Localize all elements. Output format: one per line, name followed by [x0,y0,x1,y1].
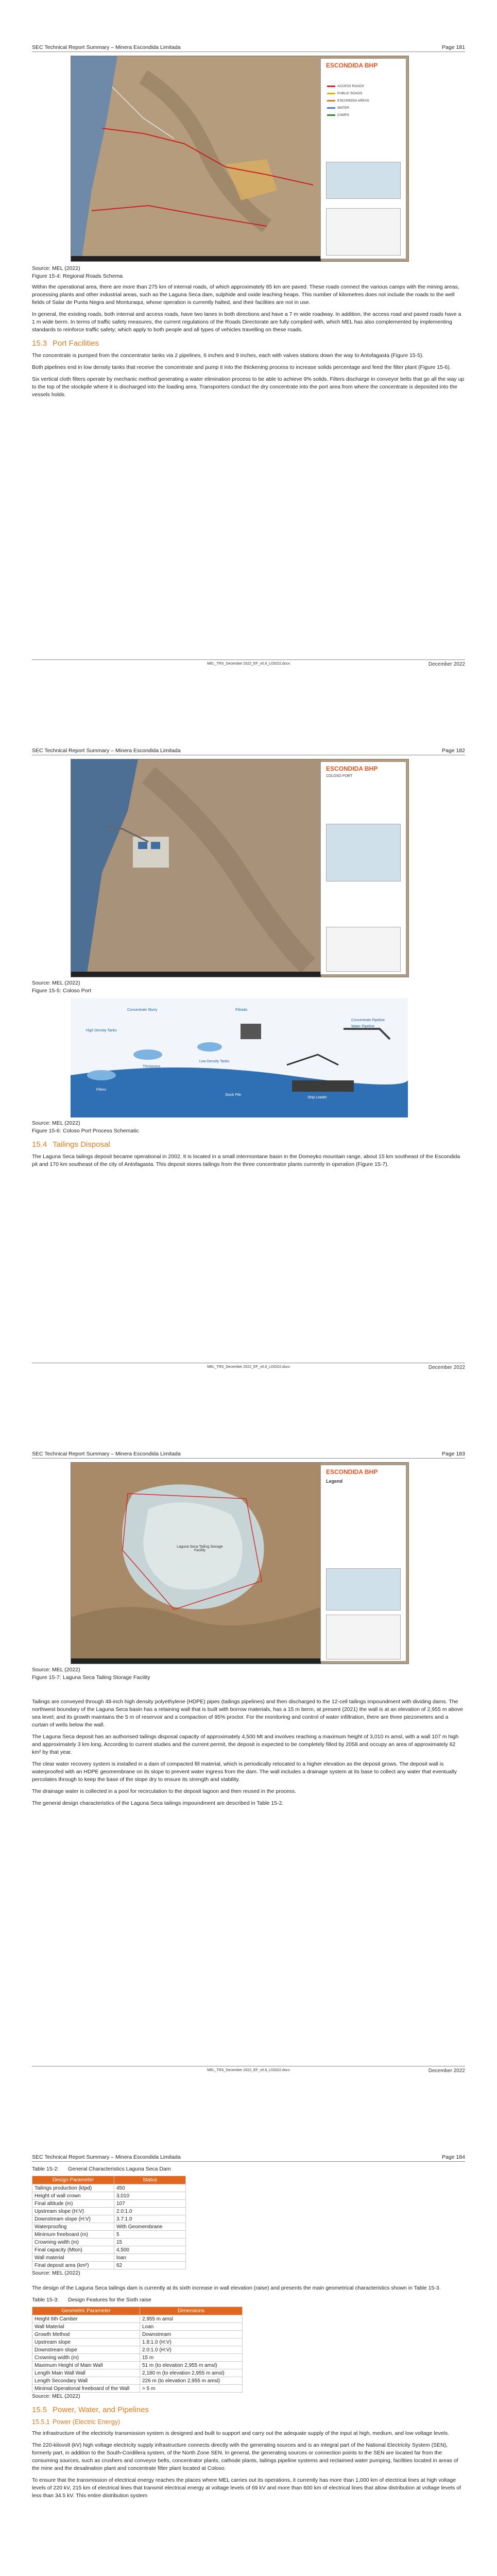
footer-filename: MEL_TRS_December 2022_EF_v0.8_LOGO2.docx [207,2069,290,2072]
page-184 [0,2110,497,2576]
schematic-label: Filtrado [235,1008,248,1012]
footer-date: December 2022 [428,1365,465,1370]
map-brand-logo: ESCONDIDA BHP [326,765,378,772]
table-row: Final deposit area (km²) 62 [32,2262,186,2269]
map-legend [320,58,406,259]
table-source: Source: MEL (2022) [32,2393,80,2399]
schematic-label: Filters [96,1088,107,1092]
table-header: Geometric Parameter [32,2307,140,2315]
schematic-label: Concentrate Slurry [127,1008,158,1012]
legend-title: Legend [326,1479,343,1484]
map-title: COLOSO PORT [326,774,353,778]
laguna-seca-map [71,1462,409,1664]
paragraph: The drainage water is collected in a pool for recirculation to the deposit lagoon and then reused in the process. [32,1788,297,1794]
paragraph: Within the operational area, there are more than 275 km of internal roads, of which approximately 85 km are paved. These roads connect the various camps with the mining areas, processing plants and other industrial areas, such as the Laguna Seca dam, sulphide and oxide leaching heaps. This number of kilometres does not include the roads to the well fields of Salar de Punta Negra and Monturaqui, whose operation is currently halted, and their facilities are not in use. [32,284,459,306]
paragraph: The concentrate is pumped from the concentrator tanks via 2 pipelines, 6 inches and 9 inches, each with valves stations down the way to Antofagasta (Figure 15-5). [32,352,424,359]
table-row: Height of wall crown 3,010 [32,2192,186,2200]
header-title: SEC Technical Report Summary – Minera Escondida Limitada [32,44,181,50]
table-row: Crowning width (m) 15 [32,2239,186,2246]
paragraph: Six vertical cloth filters operate by mechanic method generating a water elimination process to be able to achieve 9% solids. Filters discharge in conveyor belts that go all the way up to the top of the stockpile where it is discharged into the loading area. Transporters conduct the dry concentrate into the port area from where the concentrate is deposited into the vessels holds. [32,376,465,398]
figure-caption: Figure 15-5: Coloso Port [32,988,91,994]
table-row: Wall material loan [32,2254,186,2262]
footer-date: December 2022 [428,2068,465,2074]
table-row: Height 6th Camber 2,955 m amsl [32,2315,243,2323]
subsection-heading: 15.5.1 Power (Electric Energy) [32,2418,121,2426]
page-footer [32,2066,465,2075]
table-header: Dimensions [140,2307,243,2315]
map-brand-logo: ESCONDIDA BHP [326,62,378,69]
header-title: SEC Technical Report Summary – Minera Escondida Limitada [32,2154,181,2160]
map-inset [326,1568,401,1611]
paragraph: The general design characteristics of the Laguna Seca tailings impoundment are described in Table 15-2. [32,1800,284,1806]
paragraph: The clear water recovery system is installed in a dam of compacted fill material, which is periodically relocated to a higher elevation as the deposit grows. The deposit wall is waterproofed with an HDPE geomembrane on its slope to prevent water ingress from the dam. The wall includes a drainage system at its base to collect any water that eventually percolates through to keep the base of the slope dry to ensure its strength and stability. [32,1761,457,1783]
paragraph: The Laguna Seca deposit has an authorised tailings disposal capacity of approximately 4,500 Mt and involves reaching a maximum height of 3,010 m amsl, with a wall 107 m high and approximately 3 km long. According to current studies and the current permit, the deposit is expected to be completely filled by 2058 and occupy an area of approximately 62 km² by that year. [32,1734,459,1755]
map-legend [320,761,406,975]
table-row: Downstream slope 2.0:1.0 (H:V) [32,2346,243,2354]
map-legend [320,1465,406,1662]
table-row: Upstream slope (H:V) 2.0:1.0 [32,2208,186,2215]
map-inset [326,824,401,882]
table-row: Length Secondary Wall 226 m (to elevation 2,955 m amsl) [32,2377,243,2385]
schematic-label: Thickeners [143,1065,161,1069]
table-row: Final altitude (m) 107 [32,2200,186,2208]
table-row: Downstream slope (H:V) 3.7:1.0 [32,2215,186,2223]
schematic-label: Water Pipeline [351,1025,375,1028]
paragraph: In general, the existing roads, both internal and access roads, have two lanes in both directions and have a 7 m wide roadway. In addition, the access road and paved roads have a 1 m wide berm. In terms of traffic safety measures, the current regulations of the Roads Directorate are fully complied with, which MEL has also complemented by implementing standards to reinforce traffic safety; which apply to both people and all types of vehicles travelling on these roads. [32,311,461,333]
table-row: Tailings production (ktpd) 450 [32,2184,186,2192]
sixth-raise-design-table [32,2307,243,2393]
map-inset [326,162,401,199]
map-brand-logo: ESCONDIDA BHP [326,1468,378,1476]
paragraph: The 220-kilovolt (kV) high voltage electricity supply infrastructure connects directly with the generating sources and is an integral part of the National Electricity System (SEN), formerly part, in addition to the South-Cordillera system, of the North Zone SEN. In general, the generating sources or connection points to the SEN are located far from the consuming sources, such as crushers and conveyor belts, concentrator plants, cathode plants, tailings pipeline systems and reclaimed water pumping, facilities located in areas of the mine and the desalination plant and concentrate filter plant located at Coloso. [32,2442,458,2471]
map-inset [326,1615,401,1659]
dam-label: Laguna Seca Tailing Storage Facility [177,1545,223,1552]
page-181 [0,0,497,685]
section-heading: 15.3 Port Facilities [32,339,99,348]
table-row: Wall Material Loan [32,2323,243,2331]
paragraph: Tailings are conveyed through 48-inch high density polyethylene (HDPE) pipes (tailings pipelines) and then discharged to the 12-cell tailings impoundment with dividing dams. The northwest boundary of the Laguna Seca basin has a retaining wall that is built with borrow materials, has a 15 m berm, at present (2021) the wall is at an elevation of 2,955 m above sea level; and its growth maintains the 5 m of reservoir and a compaction of 95% proctor. For the monitoring and control of water infiltration, there are three piezometers and a curtain of wells below the wall. [32,1699,463,1728]
table-caption: Table 15-3: Design Features for the Sixth raise [32,2297,151,2303]
schematic-drawing [71,998,408,1117]
figure-caption: Figure 15-6: Coloso Port Process Schematic [32,1128,139,1134]
paragraph: The infrastructure of the electricity transmission system is designed and built to support and carry out the adequate supply of the input at high, medium, and low voltage levels. [32,2430,450,2436]
port-process-schematic [71,998,408,1117]
page-header [32,2154,465,2162]
table-row: Minimal Operational freeboard of the Wall > 5 m [32,2385,243,2393]
paragraph: The design of the Laguna Seca tailings dam is currently at its sixth increase in wall elevation (raise) and presents the main geometrical characteristics shown in Table 15-3. [32,2285,441,2291]
paragraph: To ensure that the transmission of electrical energy reaches the places where MEL carries out its operations, it currently has more than 1,000 km of electrical lines at high voltage levels of 220 kV, 215 km of electrical lines that transmit electrical energy at voltage levels of 69 kV and more than 600 km of electrical lines that allow distribution at voltage levels of less than 34.5 kV. This entire distribution system [32,2477,461,2499]
page-header [32,44,465,52]
page-number: Page 184 [442,2154,465,2160]
table-row: Maximum Height of Main Wall 51 m (to elevation 2,955 m amsl) [32,2362,243,2369]
page-number: Page 182 [442,748,465,754]
schematic-label: Concentrate Pipeline [351,1019,385,1022]
table-row: Final capacity (Mton) 4,500 [32,2246,186,2254]
page-header [32,1451,465,1459]
laguna-seca-characteristics-table [32,2176,186,2269]
page-number: Page 183 [442,1451,465,1457]
page-header [32,748,465,755]
regional-roads-map [71,56,409,262]
footer-filename: MEL_TRS_December 2022_EF_v0.8_LOGO2.docx [207,662,290,666]
table-row: Minimum freeboard (m) 5 [32,2231,186,2239]
page-footer [32,659,465,668]
table-row: Growth Method Downstream [32,2331,243,2338]
legend-item: PUBLIC ROADS [327,92,362,95]
map-inset [326,927,401,972]
schematic-label: High Density Tanks [86,1029,117,1032]
page-number: Page 181 [442,44,465,50]
table-row: Length Main Wall Wall 2,180 m (to elevation 2,955 m amsl) [32,2369,243,2377]
legend-item: WATER [327,106,349,110]
table-header: Design Parameter [32,2176,114,2184]
page-182 [0,703,497,1388]
coloso-port-map [71,759,409,977]
header-title: SEC Technical Report Summary – Minera Escondida Limitada [32,748,181,754]
header-title: SEC Technical Report Summary – Minera Escondida Limitada [32,1451,181,1457]
page-183 [0,1406,497,2092]
figure-source: Source: MEL (2022) [32,1120,80,1126]
paragraph: Both pipelines end in low density tanks that receive the concentrate and pump it into the thickening process to increase solids percentage and feed the filter plant (Figure 15-6). [32,364,451,370]
map-inset [326,208,401,256]
paragraph: The Laguna Seca tailings deposit became operational in 2002. It is located in a small intermontane basin in the Domeyko mountain range, about 15 km southeast of the Escondida pit and 170 km southeast of the city of Antofagasta. This deposit stores tailings from the three concentrator plants currently in operation (Figure 15-7). [32,1154,460,1167]
schematic-label: Ship Loader [307,1096,327,1099]
legend-item: ACCESS ROADS [327,84,364,88]
table-row: Waterproofing With Geomembrane [32,2223,186,2231]
figure-caption: Figure 15-7: Laguna Seca Tailing Storage Facility [32,1674,150,1681]
figure-source: Source: MEL (2022) [32,265,80,272]
figure-source: Source: MEL (2022) [32,1667,80,1673]
section-heading: 15.5 Power, Water, and Pipelines [32,2405,149,2414]
figure-caption: Figure 15-4: Regional Roads Schema [32,273,123,279]
table-source: Source: MEL (2022) [32,2270,80,2276]
figure-source: Source: MEL (2022) [32,980,80,986]
table-row: Upstream slope 1.8:1.0 (H:V) [32,2338,243,2346]
section-heading: 15.4 Tailings Disposal [32,1140,110,1149]
table-caption: Table 15-2: General Characteristics Laguna Seca Dam [32,2166,171,2172]
page-footer [32,1363,465,1371]
footer-date: December 2022 [428,662,465,667]
legend-item: CAMPS [327,113,349,117]
table-header: Status [114,2176,186,2184]
schematic-label: Stock Pile [225,1093,242,1097]
legend-item: ESCONDIDA AREAS [327,99,369,103]
schematic-label: Low Density Tanks [199,1060,230,1063]
footer-filename: MEL_TRS_December 2022_EF_v0.8_LOGO2.docx [207,1365,290,1369]
table-row: Crowning width (m) 15 m [32,2354,243,2362]
